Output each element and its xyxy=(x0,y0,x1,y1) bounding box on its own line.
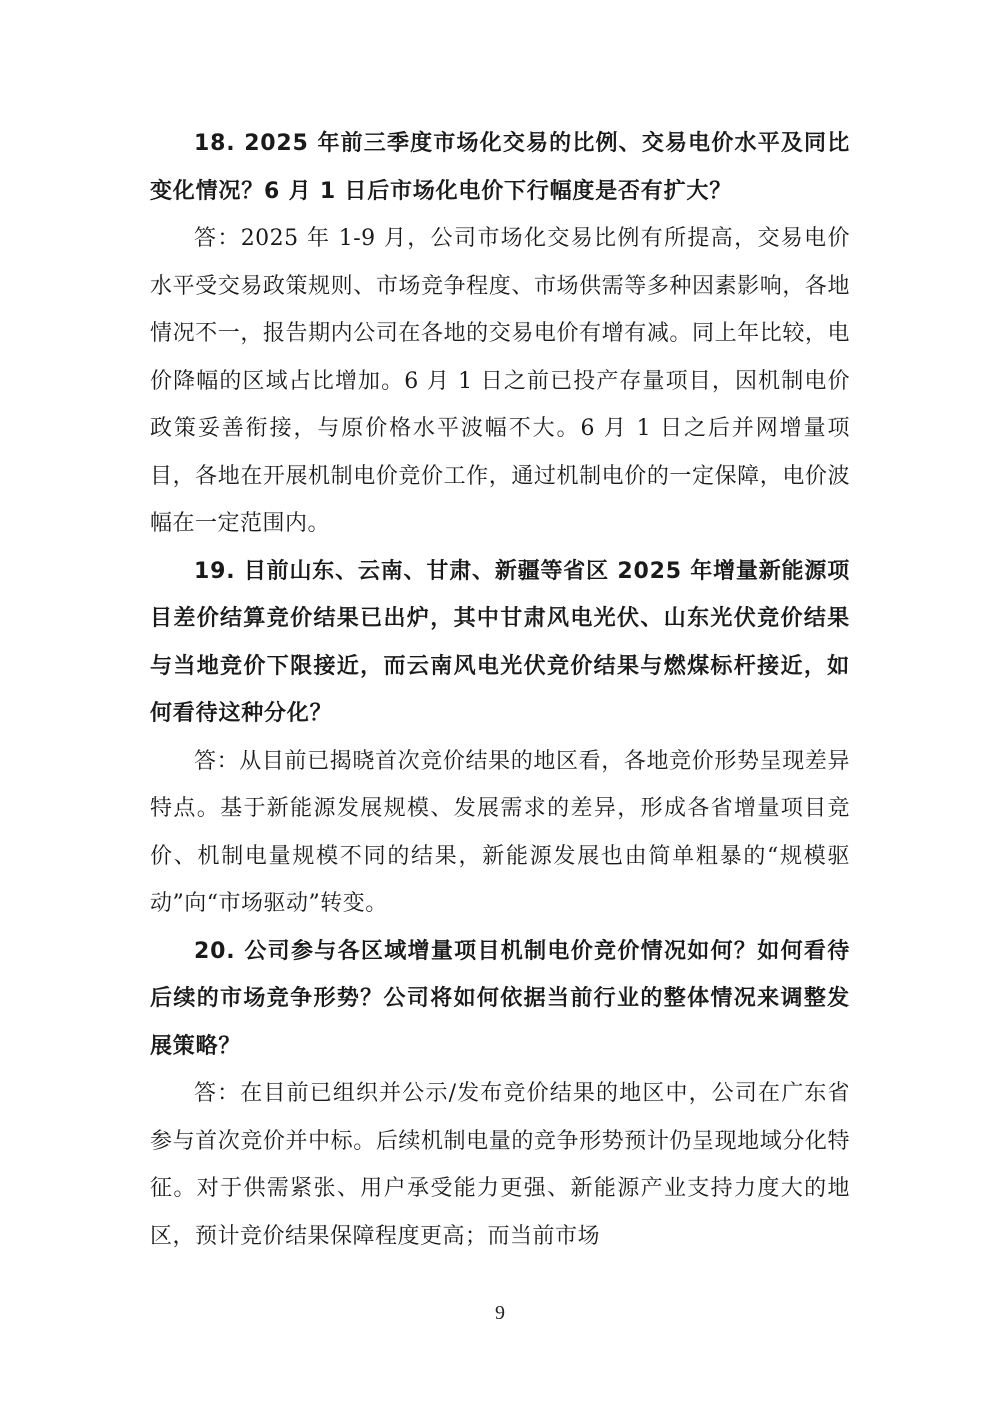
question-20: 20. 公司参与各区域增量项目机制电价竞价情况如何？如何看待后续的市场竞争形势？公司将如何依据当前行业的整体情况来调整发展策略？ xyxy=(150,938,850,1059)
page-number: 9 xyxy=(495,1302,505,1324)
answer-18: 答：2025 年 1-9 月，公司市场化交易比例有所提高，交易电价水平受交易政策规则、市场竞争程度、市场供需等多种因素影响，各地情况不一，报告期内公司在各地的交易电价有增有减。同上年比较，电价降幅的区域占比增加。6 月 1 日之前已投产存量项目，因机制电价政策妥善衔接，与原价格水平波幅不大。6 月 1 日之后并网增量项目，各地在开展机制电价竞价工作，通过机制电价的一定保障，电价波幅在一定范围内。 xyxy=(150,226,850,536)
document-body xyxy=(150,120,850,1260)
answer-20: 答：在目前已组织并公示/发布竞价结果的地区中，公司在广东省参与首次竞价并中标。后续机制电量的竞争形势预计仍呈现地域分化特征。对于供需紧张、用户承受能力更强、新能源产业支持力度大的地区，预计竞价结果保障程度更高；而当前市场 xyxy=(150,1081,850,1249)
answer-19: 答：从目前已揭晓首次竞价结果的地区看，各地竞价形势呈现差异特点。基于新能源发展规模、发展需求的差异，形成各省增量项目竞价、机制电量规模不同的结果，新能源发展也由简单粗暴的“规模驱动”向“市场驱动”转变。 xyxy=(150,748,850,916)
question-18: 18. 2025 年前三季度市场化交易的比例、交易电价水平及同比变化情况？6 月 1 日后市场化电价下行幅度是否有扩大？ xyxy=(150,131,850,204)
question-19: 19. 目前山东、云南、甘肃、新疆等省区 2025 年增量新能源项目差价结算竞价结果已出炉，其中甘肃风电光伏、山东光伏竞价结果与当地竞价下限接近，而云南风电光伏竞价结果与燃煤标杆接近，如何看待这种分化？ xyxy=(150,558,850,726)
